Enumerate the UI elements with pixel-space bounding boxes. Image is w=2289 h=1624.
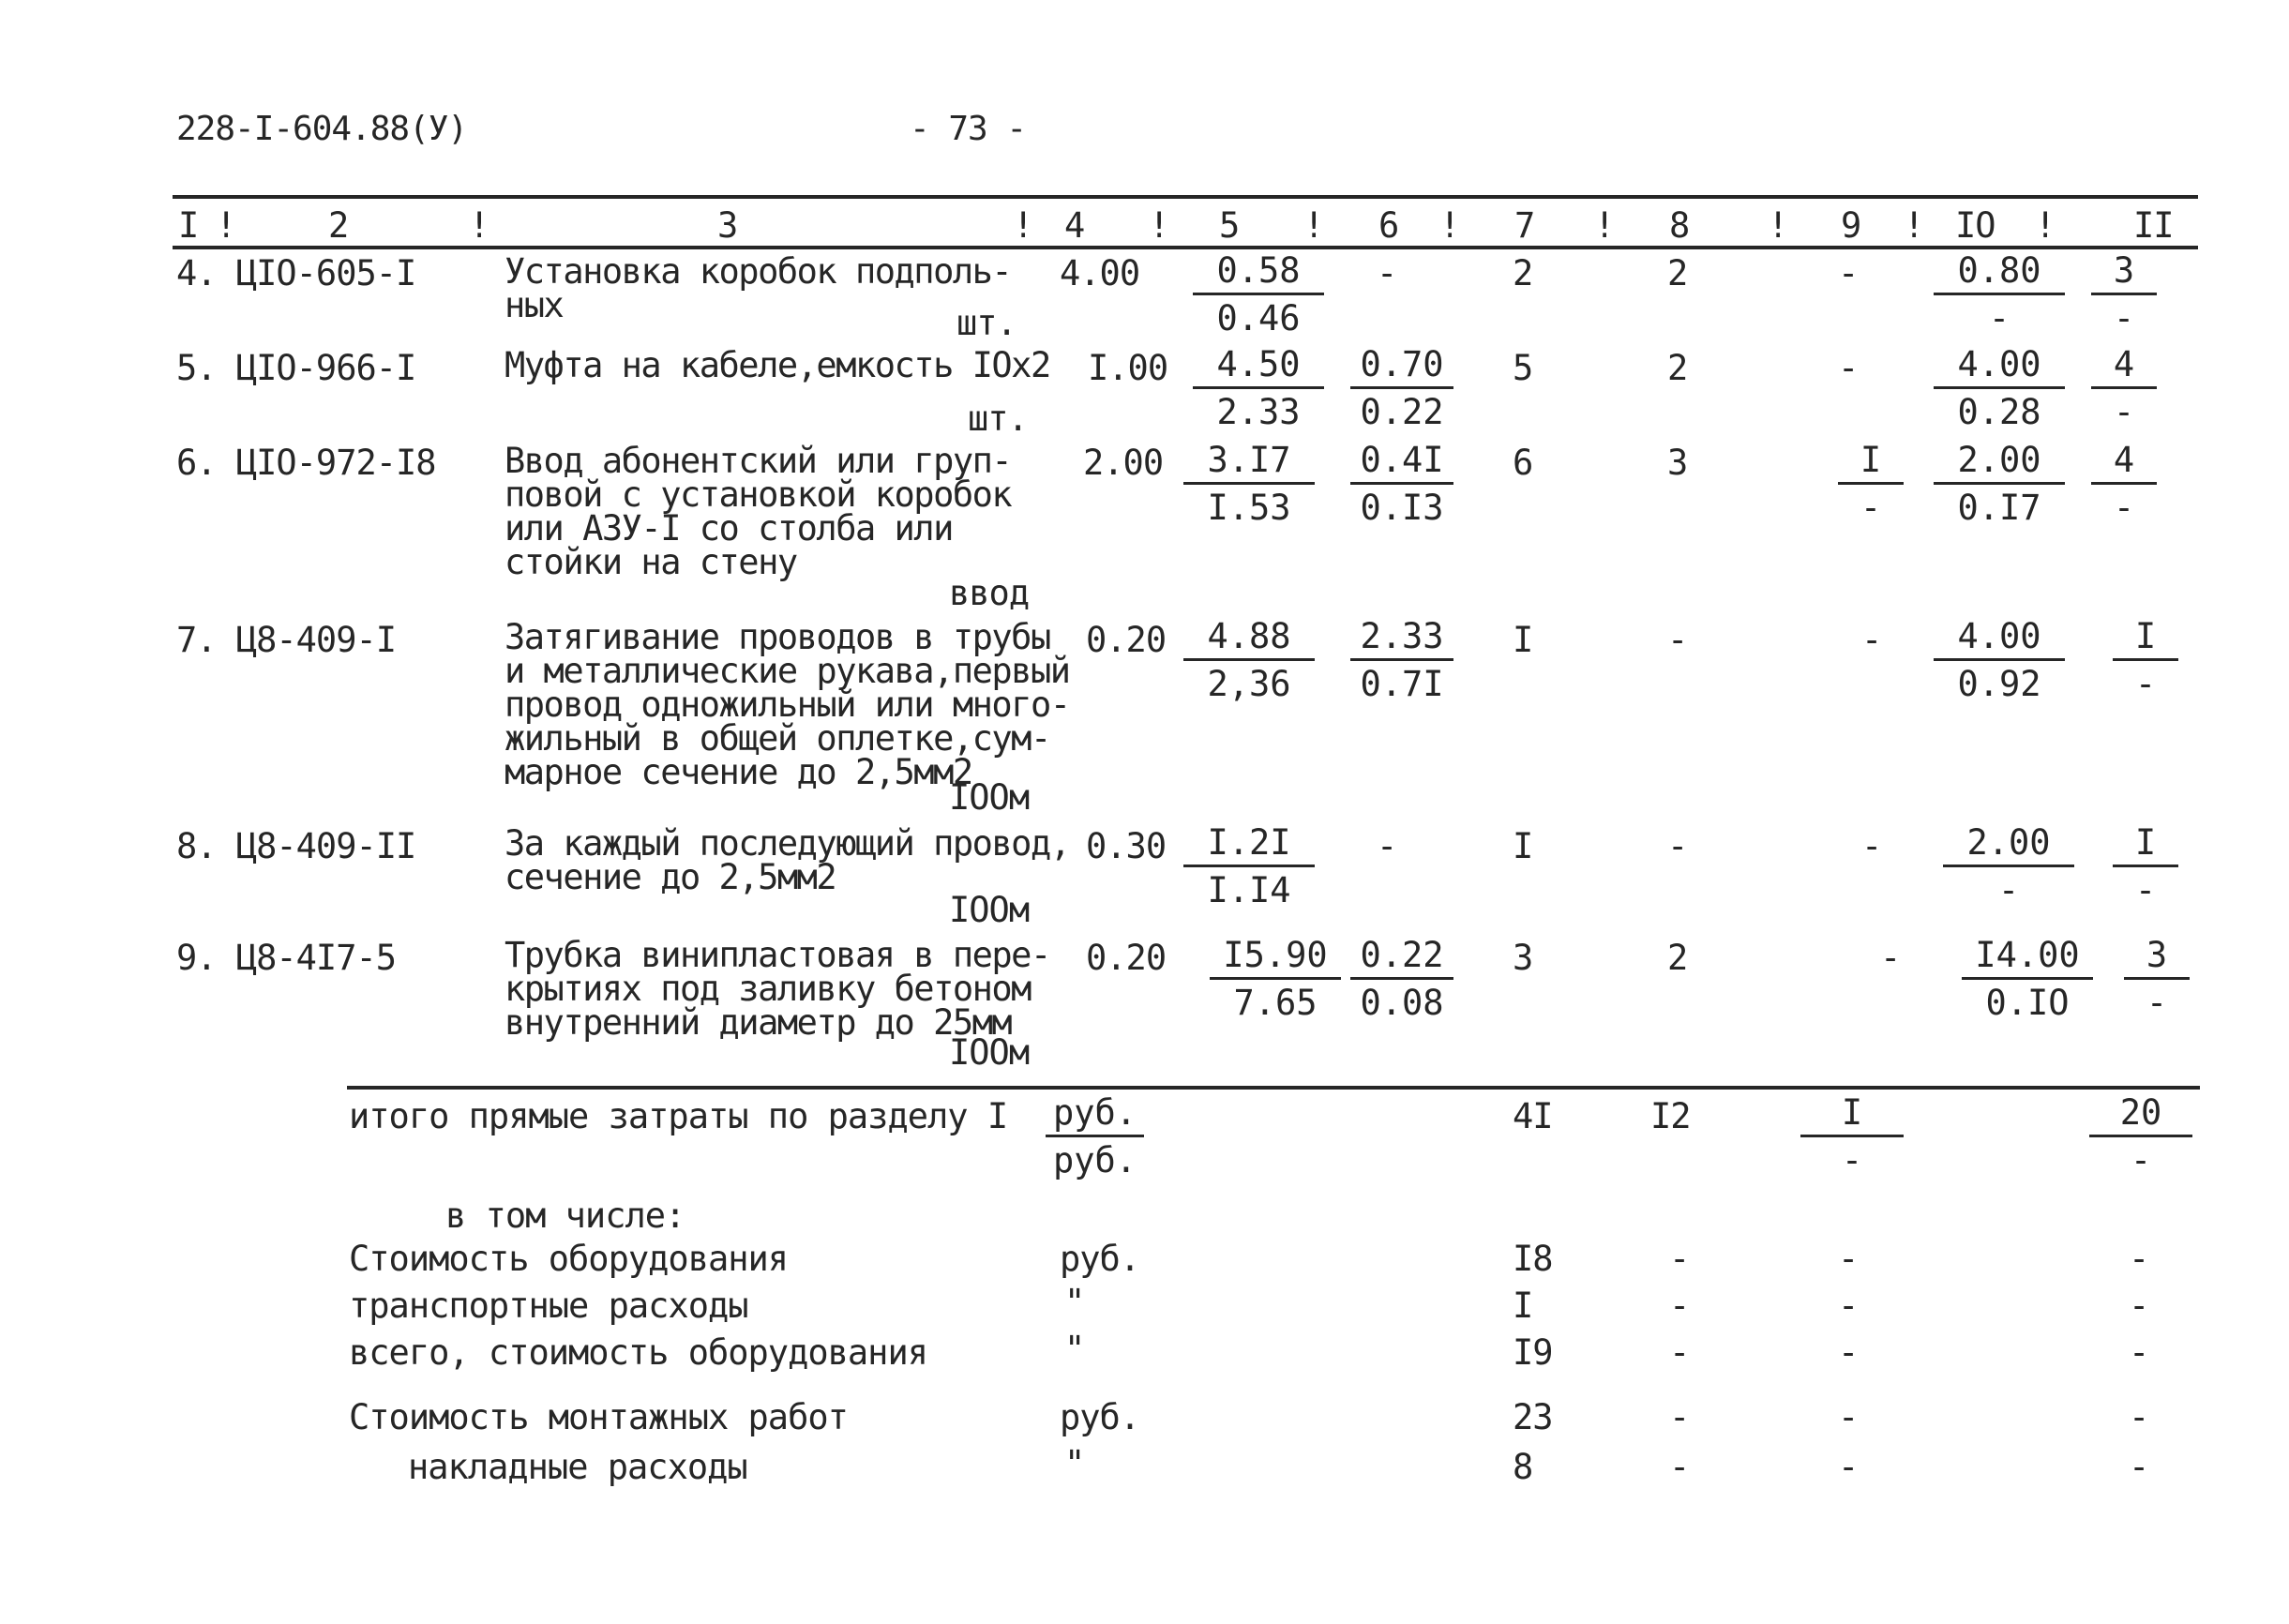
column-separator: ! [216,205,236,246]
fraction-col9 [1800,1091,1904,1182]
fraction-denominator: 2,36 [1207,664,1291,704]
summary-label: транспортные расходы [349,1286,748,1326]
price-fraction-col6 [1350,343,1453,434]
row-unit: шт. [956,303,1016,343]
fraction-numerator: I.2I [1183,821,1315,867]
fraction-numerator: 3.I7 [1183,439,1315,485]
price-fraction-col10 [1934,439,2065,530]
fraction-numerator: 4 [2091,439,2157,485]
fraction-denominator: I.53 [1207,488,1291,528]
cell-col7: 4I [1513,1096,1553,1136]
fraction-denominator: - [1997,870,2020,910]
cell-col7: 23 [1513,1397,1553,1437]
row-quantity: 0.20 [1086,938,1167,978]
cell-col8: 2 [1667,348,1688,388]
row-unit: IOOм [949,1032,1030,1073]
fraction-numerator: 2.00 [1943,821,2074,867]
cell-col7: I [1513,826,1533,866]
fraction-denominator: 0.IO [1985,983,2070,1023]
fraction-numerator: I5.90 [1210,934,1341,980]
column-header-4: 4 [1064,205,1085,246]
fraction-denominator: руб. [1052,1140,1137,1180]
row-description: Затягивание проводов в трубы и металлические рукава,первый провод одножильный или много- жильный в общей оплетке,сум- марное сечение до 2,5мм2 [504,617,1070,792]
cell-col7: 6 [1513,443,1533,483]
fraction-denominator: 0.92 [1957,664,2041,704]
fraction-denominator: 0.7I [1360,664,1444,704]
cell-col9: - [1838,253,1859,293]
price-fraction-col10 [1962,934,2093,1025]
cell-col7: I9 [1513,1332,1553,1373]
cell-col8: - [1669,1286,1690,1326]
price-fraction-col6 [1350,934,1453,1025]
cell-col8: - [1669,1447,1690,1487]
price-fraction-col5 [1183,439,1315,530]
fraction-numerator: I [2113,821,2178,867]
row-quantity: I.00 [1088,348,1168,388]
cell-col7: I8 [1513,1239,1553,1279]
header-rule-bottom [173,246,2198,249]
row-unit: IOOм [949,777,1030,818]
cell-col8: - [1667,620,1688,660]
summary-label: всего, стоимость оборудования [349,1332,928,1373]
column-header-6: 6 [1378,205,1399,246]
cell-col7: 3 [1513,938,1533,978]
fraction-col11 [2124,934,2190,1025]
fraction-numerator: 4.00 [1934,615,2065,661]
cell-col8: - [1667,826,1688,866]
price-fraction-col5 [1193,249,1324,340]
cell-col7: I [1513,1286,1533,1326]
fraction-denominator: - [2113,392,2135,432]
summary-rule [347,1086,2200,1090]
fraction-numerator: 3 [2124,934,2190,980]
row-unit: ввод [949,573,1030,613]
price-fraction-col10 [1934,343,2065,434]
cell-col11: - [2129,1397,2149,1437]
fraction-numerator: 0.80 [1934,249,2065,295]
cell-col9: - [1838,348,1859,388]
column-header-8: 8 [1669,205,1690,246]
price-fraction-col10 [1943,821,2074,912]
row-code: 6. ЦIO-972-I8 [176,443,436,483]
column-separator: ! [1149,205,1169,246]
row-description: Ввод абонентский или груп- повой с установкой коробок или АЗУ-I со столба или стойки на стену [504,441,1012,582]
cell-col11: - [2129,1286,2149,1326]
price-fraction-col10 [1934,249,2065,340]
column-separator: ! [2035,205,2056,246]
cell-col7: 2 [1513,253,1533,293]
fraction-numerator: I4.00 [1962,934,2093,980]
row-description: Установка коробок подполь- ных [504,251,1012,325]
fraction-denominator: 0.I7 [1957,488,2041,528]
column-separator: ! [1904,205,1924,246]
fraction-denominator: 7.65 [1233,983,1318,1023]
row-quantity: 0.20 [1086,620,1167,660]
fraction-col11 [2091,343,2157,434]
summary-including-label: в том числе: [445,1195,685,1236]
row-unit: шт. [968,398,1028,439]
cell-col9: - [1838,1447,1859,1487]
fraction-numerator: руб. [1046,1091,1144,1137]
fraction-denominator: 0.I3 [1360,488,1444,528]
price-fraction-col6 [1350,439,1453,530]
price-fraction-col6 [1350,615,1453,706]
row-description: За каждый последующий провод, сечение до 2,5мм2 [504,823,1070,897]
fraction-numerator: 0.22 [1350,934,1453,980]
fraction-numerator: 2.00 [1934,439,2065,485]
fraction-numerator: 4 [2091,343,2157,389]
cell-col7: 5 [1513,348,1533,388]
fraction-numerator: 2.33 [1350,615,1453,661]
row-code: 8. Ц8-409-II [176,826,416,866]
summary-label: Стоимость оборудования [349,1239,789,1279]
column-separator: ! [1439,205,1460,246]
fraction-numerator: I [1838,439,1904,485]
cell-col7: 8 [1513,1447,1533,1487]
summary-unit: руб. [1060,1239,1140,1279]
fraction-denominator: - [2134,870,2157,910]
column-header-5: 5 [1219,205,1240,246]
cell-col8: 3 [1667,443,1688,483]
price-fraction-col10 [1934,615,2065,706]
column-separator: ! [469,205,489,246]
column-separator: ! [1768,205,1788,246]
cell-col6: - [1377,253,1397,293]
fraction-numerator: 4.88 [1183,615,1315,661]
column-separator: ! [1013,205,1033,246]
fraction-denominator: 0.08 [1360,983,1444,1023]
column-header-9: 9 [1841,205,1861,246]
row-code: 4. ЦIO-605-I [176,253,416,293]
fraction-denominator: - [1841,1140,1863,1180]
column-header-2: 2 [328,205,349,246]
cell-col8: - [1669,1239,1690,1279]
fraction-numerator: 20 [2089,1091,2192,1137]
fraction-denominator: - [1860,488,1882,528]
fraction-col11 [2091,439,2157,530]
fraction-denominator: - [1988,298,2010,338]
price-fraction-col5 [1183,821,1315,912]
row-quantity: 4.00 [1060,253,1140,293]
row-description: Трубка винипластовая в пере- крытиях под заливку бетоном внутренний диаметр до 25мм [504,935,1050,1043]
cell-col11: - [2129,1239,2149,1279]
fraction-denominator: - [2113,488,2135,528]
cell-col9: - [1861,826,1882,866]
column-header-7: 7 [1514,205,1535,246]
cell-col8: 2 [1667,253,1688,293]
cell-col9: - [1861,620,1882,660]
price-fraction-col5 [1210,934,1341,1025]
fraction-col11 [2113,821,2178,912]
fraction-col9 [1838,439,1904,530]
fraction-numerator: 0.70 [1350,343,1453,389]
cell-col6: - [1377,826,1397,866]
fraction-denominator: 0.22 [1360,392,1444,432]
cell-col9: - [1838,1397,1859,1437]
summary-label: накладные расходы [408,1447,747,1487]
cell-col8: - [1669,1397,1690,1437]
fraction-numerator: I [2113,615,2178,661]
header-rule-top [173,195,2198,199]
fraction-denominator: - [2113,298,2135,338]
fraction-numerator: 3 [2091,249,2157,295]
row-code: 7. Ц8-409-I [176,620,397,660]
cell-col8: - [1669,1332,1690,1373]
fraction-col11 [2089,1091,2192,1182]
price-fraction-col5 [1183,615,1315,706]
column-separator: ! [1594,205,1615,246]
fraction-denominator: 2.33 [1216,392,1301,432]
cell-col8: I2 [1650,1096,1691,1136]
fraction-numerator: I [1800,1091,1904,1137]
fraction-col11 [2113,615,2178,706]
cell-col9: - [1838,1286,1859,1326]
row-quantity: 0.30 [1086,826,1167,866]
row-code: 5. ЦIO-966-I [176,348,416,388]
document-code: 228-I-604.88(У) [176,110,468,148]
column-header-11: II [2133,205,2174,246]
row-quantity: 2.00 [1083,443,1164,483]
column-header-3: 3 [717,205,738,246]
column-header-1: I [178,205,199,246]
column-header-10: IO [1955,205,1995,246]
row-code: 9. Ц8-4I7-5 [176,938,397,978]
cell-col11: - [2129,1447,2149,1487]
fraction-denominator: - [2134,664,2157,704]
fraction-denominator: I.I4 [1207,870,1291,910]
summary-label: Стоимость монтажных работ [349,1397,848,1437]
fraction-denominator: - [2130,1140,2152,1180]
cell-col8: 2 [1667,938,1688,978]
price-fraction-col5 [1193,343,1324,434]
row-description: Муфта на кабеле,емкость IOx2 [504,345,1050,385]
summary-unit: " [1064,1282,1085,1322]
fraction-numerator: 0.4I [1350,439,1453,485]
cell-col9: - [1838,1239,1859,1279]
cell-col9: - [1880,938,1901,978]
page-number: - 73 - [910,110,1027,148]
fraction-numerator: 0.58 [1193,249,1324,295]
summary-label: итого прямые затраты по разделу I [349,1096,1008,1136]
row-unit: IOOм [949,890,1030,930]
cell-col9: - [1838,1332,1859,1373]
fraction-denominator: - [2146,983,2168,1023]
fraction-numerator: 4.50 [1193,343,1324,389]
cell-col11: - [2129,1332,2149,1373]
fraction-denominator: 0.46 [1216,298,1301,338]
fraction-numerator: 4.00 [1934,343,2065,389]
cell-col7: I [1513,620,1533,660]
fraction-denominator: 0.28 [1957,392,2041,432]
fraction-col11 [2091,249,2157,340]
summary-unit: руб. [1060,1397,1140,1437]
summary-unit: " [1064,1329,1085,1369]
unit-fraction [1046,1091,1144,1182]
column-separator: ! [1303,205,1324,246]
summary-unit: " [1064,1443,1085,1483]
